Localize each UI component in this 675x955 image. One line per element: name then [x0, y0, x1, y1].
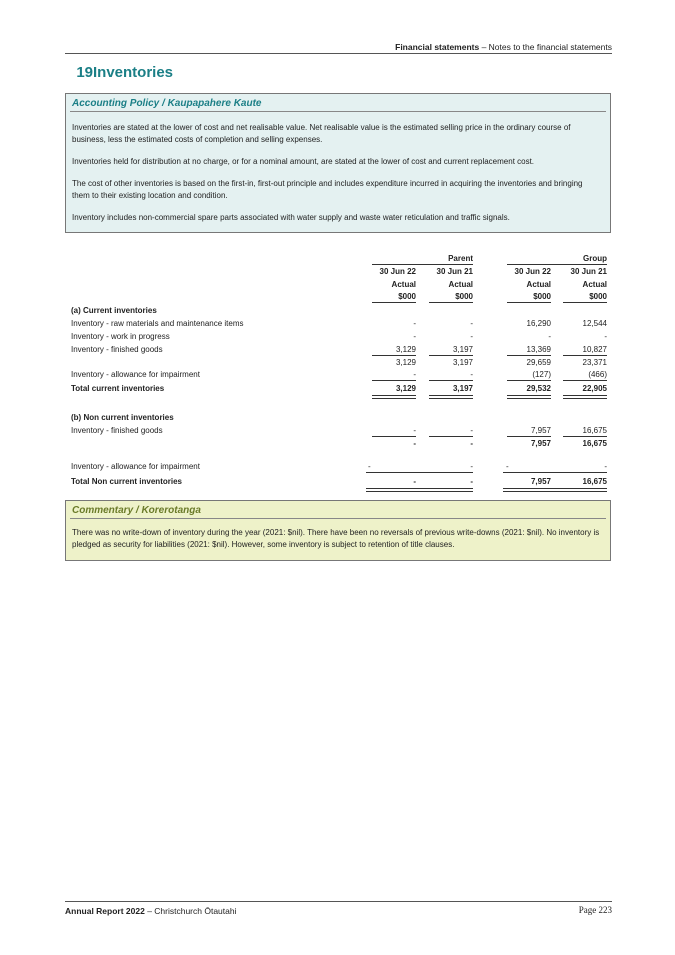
- total-double-rule: [372, 395, 416, 399]
- commentary-text: There was no write-down of inventory during the year (2021: $nil). There have been no reversals of previous write-downs (2021: $nil). No inventory is pledged as security for liabilities (2021: $nil). However, some inventory is subject to retention of title clauses.: [72, 528, 600, 549]
- cell-value: 3,129: [395, 345, 416, 354]
- cell-value: 16,675: [582, 426, 607, 435]
- col-header-rule: [429, 302, 473, 303]
- subtotal-rule: [372, 436, 416, 437]
- subtotal-value: -: [470, 439, 473, 448]
- noncurrent-inventories-heading: (b) Non current inventories: [71, 413, 174, 422]
- row-label: Inventory - raw materials and maintenance items: [71, 319, 244, 328]
- total-value: 16,675: [582, 477, 607, 486]
- total-value: 22,905: [582, 384, 607, 393]
- cell-value: -: [604, 462, 607, 471]
- parent-group-header: Parent: [448, 254, 473, 263]
- cell-value: -: [413, 370, 416, 379]
- subtotal-value: 3,197: [452, 358, 473, 367]
- subtotal-value: -: [413, 439, 416, 448]
- footer-report-name: Annual Report 2022: [65, 906, 145, 916]
- cell-value: 3,197: [452, 345, 473, 354]
- footer-report-city: – Christchurch Ōtautahi: [144, 906, 237, 916]
- cell-value: -: [470, 370, 473, 379]
- row-label: Inventory - finished goods: [71, 426, 163, 435]
- footer-report-title: [65, 906, 236, 916]
- policy-paragraph-4: Inventory includes non-commercial spare parts associated with water supply and waste water reticulation and traffic signals.: [72, 213, 510, 222]
- policy-paragraph-1: Inventories are stated at the lower of cost and net realisable value. Net realisable value is the estimated selling price in the ordinary course of business, less the estimated costs of completion and selling expenses.: [72, 123, 571, 144]
- total-double-rule: [366, 488, 473, 492]
- col-header-basis: Actual: [448, 280, 473, 289]
- total-row-label: Total Non current inventories: [71, 477, 182, 486]
- group-group-header: Group: [583, 254, 607, 263]
- total-rule: [503, 472, 607, 473]
- section-number: 19: [76, 64, 93, 81]
- col-header-basis: Actual: [526, 280, 551, 289]
- total-rule: [563, 380, 607, 381]
- cell-value: -: [470, 319, 473, 328]
- header-subsection: – Notes to the financial statements: [479, 42, 612, 52]
- cell-value: 10,827: [582, 345, 607, 354]
- total-value: -: [470, 477, 473, 486]
- header-rule: [65, 53, 612, 54]
- section-title: [65, 64, 173, 81]
- subtotal-rule: [507, 436, 551, 437]
- cell-value: -: [470, 462, 473, 471]
- cell-value: -: [413, 319, 416, 328]
- col-header-unit: $000: [455, 292, 473, 301]
- group-header-rule: [507, 264, 607, 265]
- total-value: -: [413, 477, 416, 486]
- total-value: 29,532: [526, 384, 551, 393]
- subtotal-rule: [429, 436, 473, 437]
- subtotal-rule: [507, 355, 551, 356]
- page-number: Page 223: [578, 905, 612, 915]
- cell-value: 7,957: [530, 426, 551, 435]
- cell-value: -: [506, 462, 509, 471]
- subtotal-value: 3,129: [395, 358, 416, 367]
- row-label: Inventory - work in progress: [71, 332, 170, 341]
- footer-rule: [65, 901, 612, 902]
- subtotal-rule: [563, 436, 607, 437]
- cell-value: 12,544: [582, 319, 607, 328]
- cell-value: -: [368, 462, 371, 471]
- subtotal-rule: [563, 355, 607, 356]
- total-double-rule: [503, 488, 607, 492]
- subtotal-rule: [429, 355, 473, 356]
- col-header-date: 30 Jun 21: [570, 267, 607, 276]
- total-value: 3,129: [395, 384, 416, 393]
- total-rule: [372, 380, 416, 381]
- col-header-rule: [563, 302, 607, 303]
- col-header-basis: Actual: [582, 280, 607, 289]
- cell-value: (127): [532, 370, 551, 379]
- cell-value: 16,290: [526, 319, 551, 328]
- col-header-date: 30 Jun 22: [379, 267, 416, 276]
- total-rule: [429, 380, 473, 381]
- total-value: 3,197: [452, 384, 473, 393]
- cell-value: -: [470, 426, 473, 435]
- accounting-policy-box: [65, 93, 611, 233]
- row-label: Inventory - allowance for impairment: [71, 370, 200, 379]
- col-header-date: 30 Jun 21: [436, 267, 473, 276]
- subtotal-rule: [372, 355, 416, 356]
- col-header-unit: $000: [589, 292, 607, 301]
- running-header: [65, 42, 612, 52]
- parent-header-rule: [372, 264, 473, 265]
- section-heading: Inventories: [93, 64, 174, 81]
- row-label: Inventory - finished goods: [71, 345, 163, 354]
- policy-paragraph-2: Inventories held for distribution at no charge, or for a nominal amount, are stated at the lower of cost and current replacement cost.: [72, 157, 535, 166]
- subtotal-value: 23,371: [582, 358, 607, 367]
- col-header-rule: [372, 302, 416, 303]
- cell-value: (466): [588, 370, 607, 379]
- cell-value: -: [413, 332, 416, 341]
- cell-value: -: [470, 332, 473, 341]
- total-double-rule: [507, 395, 551, 399]
- total-double-rule: [563, 395, 607, 399]
- commentary-box: [65, 500, 611, 561]
- subtotal-value: 16,675: [582, 439, 607, 448]
- cell-value: -: [413, 426, 416, 435]
- col-header-date: 30 Jun 22: [514, 267, 551, 276]
- subtotal-value: 29,659: [526, 358, 551, 367]
- total-double-rule: [429, 395, 473, 399]
- cell-value: -: [604, 332, 607, 341]
- total-rule: [366, 472, 473, 473]
- col-header-basis: Actual: [391, 280, 416, 289]
- policy-heading: Accounting Policy / Kaupapahere Kaute: [72, 98, 262, 109]
- total-row-label: Total current inventories: [71, 384, 165, 393]
- col-header-rule: [507, 302, 551, 303]
- total-value: 7,957: [530, 477, 551, 486]
- commentary-divider: [70, 518, 606, 519]
- current-inventories-heading: (a) Current inventories: [71, 306, 157, 315]
- header-section: Financial statements: [395, 42, 480, 52]
- cell-value: 13,369: [526, 345, 551, 354]
- cell-value: -: [548, 332, 551, 341]
- policy-paragraph-3: The cost of other inventories is based on the first-in, first-out principle and includes expenditure incurred in acquiring the inventories and bringing them to their existing location and condition.: [72, 179, 583, 200]
- row-label: Inventory - allowance for impairment: [71, 462, 200, 471]
- col-header-unit: $000: [533, 292, 551, 301]
- subtotal-value: 7,957: [530, 439, 551, 448]
- col-header-unit: $000: [398, 292, 416, 301]
- commentary-heading: Commentary / Korerotanga: [72, 505, 201, 516]
- total-rule: [507, 380, 551, 381]
- policy-divider: [70, 111, 606, 112]
